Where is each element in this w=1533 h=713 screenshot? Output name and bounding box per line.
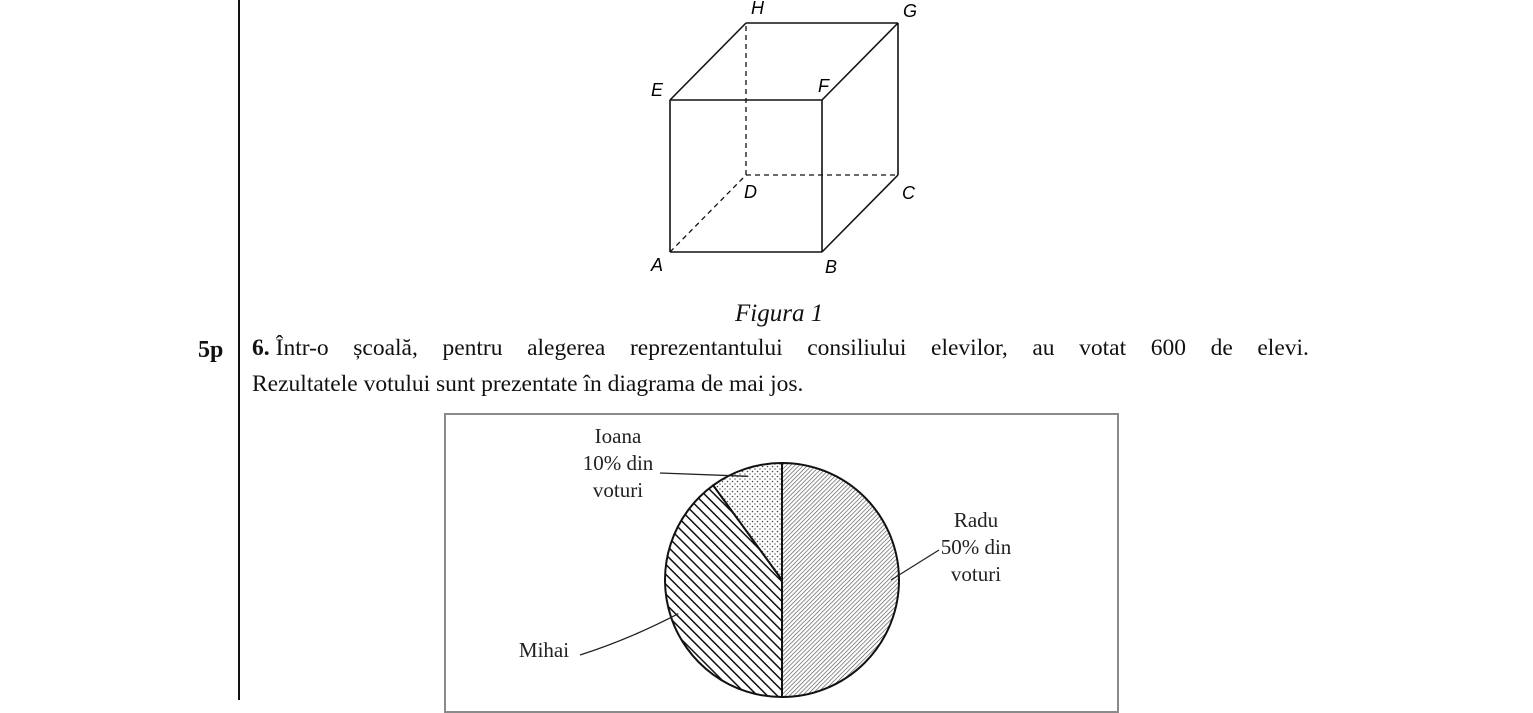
problem-number: 6.: [252, 335, 270, 361]
problem-text: [252, 330, 1309, 402]
leader-line-mihai: [580, 614, 678, 655]
problem-word: reprezentantului: [629, 335, 783, 361]
pie-label-mihai: Mihai: [518, 638, 570, 662]
pie-label-ioana: 10% din: [582, 451, 654, 475]
vertex-label-D: D: [744, 182, 757, 202]
vertex-label-F: F: [818, 76, 829, 96]
problem-word: pentru: [442, 335, 503, 361]
pie-label-ioana: voturi: [592, 478, 644, 502]
pie-chart: [446, 415, 1117, 711]
vertex-label-B: B: [825, 257, 838, 277]
pie-chart-frame: [444, 413, 1119, 713]
problem-word: au: [1032, 335, 1055, 361]
problem-word: votat: [1079, 335, 1127, 361]
edge-FG: [822, 23, 898, 100]
pie-label-radu: 50% din: [940, 535, 1012, 559]
problem-word-first: Într-o: [275, 335, 329, 361]
problem-word: de: [1210, 335, 1233, 361]
margin-divider-line: [238, 0, 240, 700]
problem-word: alegerea: [527, 335, 606, 361]
vertex-label-C: C: [902, 183, 915, 203]
points-label: 5p: [198, 337, 224, 363]
vertex-label-G: G: [903, 1, 918, 21]
vertex-label-H: H: [751, 0, 764, 18]
edge-BC: [822, 175, 898, 252]
pie-slice-radu: [782, 463, 899, 697]
edge-EH: [670, 23, 746, 100]
problem-word: elevilor,: [931, 335, 1008, 361]
cube-figure: [630, 0, 930, 290]
edge-AD: [670, 175, 746, 252]
pie-label-radu: voturi: [950, 562, 1002, 586]
pie-label-radu: Radu: [953, 508, 999, 532]
vertex-label-A: A: [651, 255, 664, 275]
figure-caption: Figura 1: [735, 300, 824, 327]
pie-label-ioana: Ioana: [594, 424, 642, 448]
problem-word: 600: [1150, 335, 1186, 361]
problem-word: școală,: [353, 335, 418, 361]
problem-line-1: [252, 330, 1309, 366]
problem-word: [252, 330, 329, 366]
problem-line-2: Rezultatele votului sunt prezentate în diagrama de mai jos.: [252, 371, 804, 397]
vertex-label-E: E: [651, 80, 664, 100]
problem-word: elevi.: [1257, 335, 1309, 361]
problem-word: consiliului: [807, 335, 907, 361]
